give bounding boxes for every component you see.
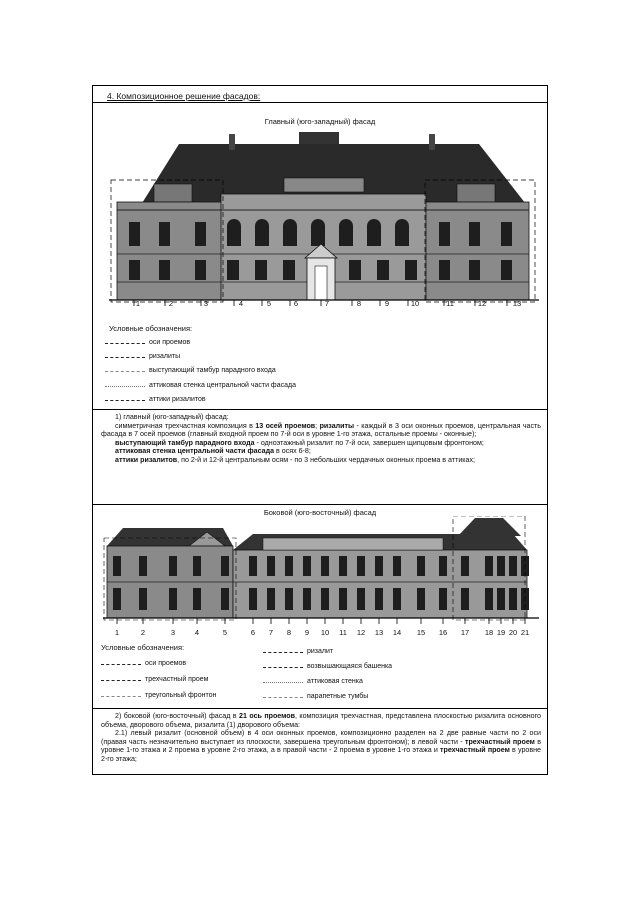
axis-label: 8	[286, 628, 292, 637]
legend-item: аттиковая стенка центральной части фасада	[105, 382, 296, 389]
facade1-caption: Главный (юго-западный) фасад	[264, 117, 376, 126]
facade2-caption: Боковой (юго-восточный) фасад	[263, 508, 377, 517]
light-dashed-line-icon	[263, 694, 303, 700]
section-title: 4. Композиционное решение фасадов:	[107, 91, 261, 101]
window	[375, 556, 383, 576]
window	[497, 588, 505, 610]
axis-label: 4	[238, 299, 244, 308]
window	[285, 588, 293, 610]
paragraph: 2) боковой (юго-восточный) фасад в 21 ось проемов, композиция трехчастная, представлена плоскостью ризалита основного объема, дворового объема, ризалита (1) дворового объема:	[101, 712, 541, 729]
legend-title: Условные обозначения:	[101, 643, 185, 652]
axis-label: 9	[384, 299, 390, 308]
window	[303, 556, 311, 576]
window	[485, 588, 493, 610]
dashed-line-icon	[105, 354, 145, 360]
axis-label: 8	[356, 299, 362, 308]
axis-label: 10	[410, 299, 420, 308]
window	[357, 556, 365, 576]
axis-label: 16	[438, 628, 448, 637]
legend-item: аттики ризалитов	[105, 396, 206, 403]
window	[461, 556, 469, 576]
paragraph: выступающий тамбур парадного входа - одноэтажный ризалит по 7-й оси, завершен щипцовым фронтоном;	[115, 438, 484, 447]
legend-item: оси проемов	[105, 339, 190, 346]
window	[439, 556, 447, 576]
window	[339, 588, 347, 610]
axis-label: 7	[268, 628, 274, 637]
window	[339, 556, 347, 576]
window	[393, 588, 401, 610]
window	[221, 588, 229, 610]
axis-label: 13	[512, 299, 522, 308]
window	[267, 556, 275, 576]
window	[113, 556, 121, 576]
dashed-line-icon	[263, 649, 303, 655]
window	[485, 556, 493, 576]
window	[509, 588, 517, 610]
axis-label: 13	[374, 628, 384, 637]
window	[169, 556, 177, 576]
light-dashed-line-icon	[101, 693, 141, 699]
window	[113, 588, 121, 610]
paragraph: симметричная трехчастная композиция в 13 осей проемов; ризалиты - каждый в 3 оси оконных проемов, центральная часть фасада в 7 осей проемов (главный входной проем по 7-й оси в уровне 1-го этажа, остальные проемы - оконные);	[101, 421, 541, 439]
paragraph: 2.1) левый ризалит (основной объем) в 4 оси оконных проемов, композиционно разделен на 2 две равные части по 2 оси (правая часть незначительно выступает из плоскости, завершена треугольным фронтоном); в левой части - трехчастный проем в уровне 1-го этажа и 2 проема в уровне 2-го этажа, а в правой части - 2 проема в уровне 1-го этажа и трехчастный проем в уровне 2-го этажа;	[101, 729, 542, 763]
legend-item: выступающий тамбур парадного входа	[105, 367, 276, 374]
dotted-line-icon	[263, 679, 303, 685]
legend-item: ризалит	[263, 648, 333, 655]
dashed-line-icon	[263, 664, 303, 670]
window	[321, 588, 329, 610]
dash-dot-line-icon	[101, 661, 141, 667]
window	[357, 588, 365, 610]
window	[249, 556, 257, 576]
axis-label: 6	[293, 299, 299, 308]
legend-item: трехчастный проем	[101, 676, 208, 683]
dotted-line-icon	[105, 383, 145, 389]
window	[439, 588, 447, 610]
divider	[93, 708, 547, 709]
window	[461, 588, 469, 610]
window	[375, 588, 383, 610]
divider	[93, 102, 547, 103]
window	[497, 556, 505, 576]
axis-label: 18	[484, 628, 494, 637]
axis-label: 21	[520, 628, 530, 637]
window	[509, 556, 517, 576]
axis-label: 2	[168, 299, 174, 308]
legend-title: Условные обозначения:	[109, 324, 193, 333]
legend-item: треугольный фронтон	[101, 692, 216, 699]
document-frame	[92, 85, 548, 775]
axis-label: 1	[135, 299, 141, 308]
axis-label: 7	[324, 299, 330, 308]
window	[393, 556, 401, 576]
axis-label: 12	[356, 628, 366, 637]
window	[169, 588, 177, 610]
window	[285, 556, 293, 576]
axis-label: 10	[320, 628, 330, 637]
window	[249, 588, 257, 610]
window	[139, 588, 147, 610]
main-facade-drawing	[109, 126, 539, 306]
axis-label: 11	[339, 628, 347, 637]
text-block-main-facade	[101, 413, 541, 465]
paragraph: аттиковая стенка центральной части фасада в осях 6-8;	[115, 447, 311, 456]
axis-label: 12	[477, 299, 487, 308]
axis-label: 3	[203, 299, 209, 308]
window	[267, 588, 275, 610]
paragraph-heading: 1) главный (юго-западный) фасад:	[115, 413, 229, 421]
dashed-line-icon	[105, 397, 145, 403]
window	[193, 556, 201, 576]
legend-item: парапетные тумбы	[263, 693, 368, 700]
axis-label: 5	[266, 299, 272, 308]
window	[321, 556, 329, 576]
window	[417, 556, 425, 576]
legend-item: возвышающаяся башенка	[263, 663, 392, 670]
side-facade-drawing	[103, 516, 539, 626]
axis-label: 1	[114, 628, 120, 637]
text-block-side-facade	[101, 712, 541, 764]
dash-dot-line-icon	[105, 340, 145, 346]
axis-label: 20	[508, 628, 518, 637]
legend-item: аттиковая стенка	[263, 678, 363, 685]
dashed-line-icon	[101, 677, 141, 683]
window	[417, 588, 425, 610]
divider	[93, 409, 547, 410]
axis-label: 2	[140, 628, 146, 637]
axis-label: 11	[446, 299, 454, 308]
axis-label: 4	[194, 628, 200, 637]
axis-label: 3	[170, 628, 176, 637]
axis-label: 9	[304, 628, 310, 637]
window	[139, 556, 147, 576]
axis-label: 5	[222, 628, 228, 637]
window	[303, 588, 311, 610]
axis-label: 19	[496, 628, 506, 637]
paragraph: аттики ризалитов, по 2-й и 12-й центральным осям - по 3 небольших чердачных оконных проема в аттиках;	[115, 455, 476, 464]
axis-label: 17	[460, 628, 470, 637]
legend-item: оси проемов	[101, 660, 186, 667]
divider	[93, 504, 547, 505]
axis-label: 15	[416, 628, 426, 637]
window	[221, 556, 229, 576]
window	[193, 588, 201, 610]
light-dashed-line-icon	[105, 368, 145, 374]
legend-item: ризалиты	[105, 353, 180, 360]
axis-label: 14	[392, 628, 402, 637]
axis-label: 6	[250, 628, 256, 637]
